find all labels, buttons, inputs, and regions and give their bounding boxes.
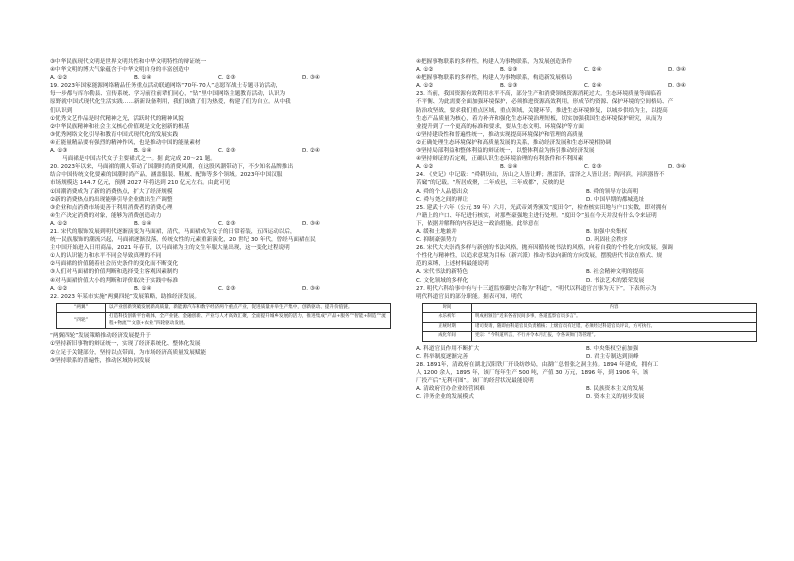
option[interactable]: C. ②③ [218, 285, 236, 292]
question-23 [416, 90, 761, 171]
question-21 [50, 228, 395, 293]
question-stem: 不平衡、为此需要全面加强环境保护，必须推进资源高效利用，形成节约资源、保护环境的空间格局、产 [416, 99, 674, 106]
question-stem: 26. 宋代大夫崇尚多样与新创的书法风格，抛弃因循传统书法的风格，向着自我的个性化方向发展，强调 [416, 245, 673, 252]
question-stem: 厂投产后“无利可图”。该厂的经营状况最能说明 [416, 378, 534, 385]
q27-table [422, 303, 757, 342]
option[interactable]: A. ①② [50, 220, 68, 227]
table-cell: 明成祖颁旨“近来各省民间多事，各道监察官员多言”。 [472, 313, 757, 323]
option[interactable]: A. ①② [50, 75, 68, 82]
options-row [50, 74, 395, 82]
item: ①国潮消费成为了新的消费热点，扩大了经济规模 [50, 188, 173, 195]
item: ①人的认识能力和水平不同会导致真理的不同 [50, 253, 162, 260]
item: ①坚持新旧事物的辩证统一，实现了经济系统化、整体化发展 [50, 341, 201, 348]
option[interactable]: A. ①② [416, 67, 434, 74]
item: ④对马面裙价值大小的判断和评价取决于实践中标准 [50, 277, 179, 284]
option[interactable]: A. 缓和土地兼并 [416, 228, 457, 235]
option[interactable]: C. 洋务企业的发展模式 [416, 394, 474, 401]
item: ③坚持局部利益和整体利益的辩证统一，以整体利益为指引推动经济发展 [416, 148, 595, 155]
table-row [423, 332, 757, 342]
option[interactable]: D. 中国早期的都城选址 [586, 196, 645, 203]
question-stem: 马面裙是中国古代女子主要裙式之一。据 此完成 20～21 题。 [62, 156, 216, 163]
option[interactable]: C. ②④ [584, 67, 602, 74]
option[interactable]: C. 文化领域的多样化 [416, 277, 469, 284]
question-stem: 下，依据并解释的内容是这一政治措施，此举意在 [416, 220, 540, 227]
item: ②马面裙的价值随着社会历史条件的变化而不断变化 [50, 261, 179, 268]
question-stem: 防治攻坚战，要求我们重点区域，重点领域，关键环节，推进生态环境修复，以城乡供给为主，以提高 [416, 107, 668, 114]
question-stem: 每一步都与库尔勒县、宣传系统、学习前往前辈们同心，“钻”里中国网络主题教育活动，认识为 [50, 91, 286, 98]
option[interactable]: B. ①④ [500, 164, 518, 171]
item: ①坚持建设性和普遍性统一，推动实现提高环境保护和管理的高质量 [416, 131, 584, 138]
option[interactable]: D. ③④ [668, 67, 686, 74]
question-stem: 结合中国传统文化要素的国潮时尚产品，涵盖服装、鞋履、配饰等多个领域。2023年中国汉服 [50, 172, 283, 179]
option[interactable]: D. ③④ [302, 75, 320, 82]
option[interactable]: A. 清政府官办企业经营困难 [416, 386, 485, 393]
table-cell: “两翼” [57, 303, 106, 313]
option[interactable]: B. 社会精神文明的提高 [586, 269, 644, 276]
options-row [416, 345, 761, 353]
question-stem: 市场规模达 144.7 亿元，预测 2027 年将达到 210 亿元左右。由此可见 [50, 180, 231, 187]
option[interactable]: B. 舜的领导方法高明 [586, 188, 639, 195]
table-header-cell: 时间 [423, 303, 472, 313]
option[interactable]: C. ②③ [218, 148, 236, 155]
question-stem: 苦窳”的记载。“所居成聚，二年成邑，三年成都”，反映的是 [416, 180, 565, 187]
question-stem: 统一民族服饰的潮流兴起，马面裙逐渐没落，传统女性的元素重新演化，20 世纪 30 年代，曾经马面裙在民 [50, 237, 316, 244]
question-stem: 23. 当前，我国资源有效利用水平不高，部分生产和消费领域资源消耗过大，生态环境质量等面临着 [416, 91, 662, 98]
options-row [416, 188, 761, 196]
question-28 [416, 361, 761, 401]
item: ③坚持联系的普遍性，推动区域协同发展 [50, 357, 151, 364]
option[interactable]: C. 舜与尧之间的禅让 [416, 196, 469, 203]
option[interactable]: D. ③④ [302, 285, 320, 292]
option[interactable]: A. 科道官员作用不断扩大 [416, 345, 480, 352]
item: ③中华民族现代文明是世界文明共性和中华文明特性的辩证统一 [50, 59, 207, 65]
question-stem: 个性化与精神性，以追求意境为目标（新兴派）推动书法向新的方向发展，摆脱唐代书法在格式、规 [416, 253, 663, 260]
question-stem: 生态产品质量为核心，着力补齐和强化生态环境治理短板，切实加强我国生态环境保护研究，从而为 [416, 115, 663, 122]
option[interactable]: B. 加强中央集权 [586, 228, 627, 235]
options-row [416, 82, 761, 90]
option[interactable]: C. ②③ [218, 75, 236, 82]
option[interactable]: B. 中央集权空前加强 [586, 345, 639, 352]
option[interactable]: D. ③④ [668, 164, 686, 171]
option[interactable]: B. ①④ [134, 285, 152, 292]
table-row [423, 313, 757, 323]
table-row [57, 313, 391, 329]
question-stem: 19. 2023年国家能源网络精品任务重点活动联通网络“70年·70人”志愿军战士专题寻访活动， [50, 83, 282, 90]
item: ④正能量精品要有强烈的精神作风，也是推动中国的能量素材 [50, 139, 201, 146]
item: ②新的消费热点的出现能够引导企业做出生产调整 [50, 196, 173, 203]
item: ③人们对马面裙的价值判断和选择受主客观因素制约 [50, 269, 179, 276]
question-stem: 24. 《史记》中记载：“舜耕历山，历山之人皆让畔；渔雷泽，雷泽之人皆让居；陶河滨，河滨器皆不 [416, 172, 665, 179]
option[interactable]: A. ①③ [50, 148, 68, 155]
option[interactable]: C. 抑制豪强势力 [416, 237, 458, 244]
option[interactable]: D. 君主专制达到顶峰 [586, 353, 639, 360]
option[interactable]: D. 书法艺术的繁荣发展 [586, 277, 645, 284]
options-row [50, 285, 395, 293]
question-stem: 22. 2023 年某市实施“两翼四轮”发展策略，助推经济发展。 [50, 293, 200, 300]
table-header [423, 303, 757, 313]
table-row [423, 322, 757, 332]
question-text: “两翼四轮”发展策略推动经济发展提升于 [50, 333, 151, 340]
option[interactable]: B. ①④ [134, 148, 152, 155]
table-cell: 以产业创新突破发展新高质量，新能源汽车和数字经济两个重点产业，促进质量并举生产集中，创新驱动、提升价值链。 [106, 303, 391, 313]
item: ④生产决定消费的对象，能够为消费创造动力 [50, 212, 162, 219]
option[interactable]: A. 宋代书法的新特色 [416, 269, 469, 276]
question-stem: 主中国开始进入日用商品，2021 年春节，以马面裙为主的文生年服大量出现，这一变化过程说明 [50, 245, 290, 252]
q22-table [56, 303, 391, 330]
question-26 [416, 244, 761, 284]
item: ④把握事物联系的多样性，构建人为事物联系，构造新发展格局 [416, 75, 573, 82]
option[interactable]: D. ②④ [302, 148, 320, 155]
question-24 [416, 171, 761, 203]
item: ②正确处理生态环境保护和高质量发展的关系，推动经济发展和生态环境相协调 [416, 139, 612, 146]
table-cell: 永乐初年 [423, 313, 472, 323]
option[interactable]: D. 巩固社会秩序 [586, 237, 628, 244]
question-25 [416, 204, 761, 244]
question-22 [50, 293, 395, 365]
table-header-cell: 内容 [472, 303, 757, 313]
right-column [416, 58, 761, 401]
option[interactable]: B. ①④ [134, 75, 152, 82]
question-stem: 27. 明代六科给事中有与十三道监察御史合称为“科道”，“明代以科道官言事为天下”。下表所示为 [416, 285, 657, 292]
options-row [416, 277, 761, 285]
item: ①优秀文艺作品是时代精神之光，活跃时代的精神风貌 [50, 115, 184, 122]
option[interactable]: C. ②③ [218, 220, 236, 227]
table-row [57, 303, 391, 313]
option[interactable]: C. ②④ [584, 83, 602, 90]
question-stem: 业提升到了一个更高的标准和要求，要从生态文明、环境保护等方面 [416, 123, 584, 130]
option[interactable]: C. ②③ [584, 164, 602, 171]
question-20 [50, 155, 395, 228]
option[interactable]: C. 科举制度逐渐完善 [416, 353, 469, 360]
options-row [416, 196, 761, 204]
option[interactable]: B. ①③ [500, 83, 518, 90]
option[interactable]: A. ①② [416, 83, 434, 90]
options-row [416, 268, 761, 276]
question-stem: 25. 建武十六年（公元 39 年）六月，光武帝刘秀颁发“度田令”，检查核实田地与户口实数，即对拥有 [416, 204, 667, 211]
table-cell: 诸司奏请，随即由科道官员负责稽核；上级官员有过错，必须经过科道官员评议，方可执行。 [472, 322, 757, 332]
table-cell: 打造科技创新平台载体，全产业链、金融创新、产业与人才高效汇聚，全面提升城乡发展的活力，推进集成“产品+服务”“智能+制造”“流程+物流”“文旅+农业”四轮驱动发展。 [106, 313, 391, 329]
item: ④坚持辩证的否定观，正确认识生态环境治理的有利条件和不利因素 [416, 156, 584, 163]
option[interactable]: D. ③④ [302, 220, 320, 227]
question-stem: 范的束缚，上述材料最能说明 [416, 261, 489, 268]
option[interactable]: A. 舜的个人品德出众 [416, 188, 469, 195]
item: ④中华文明的博大气象蕴含于中华文明自身的丰富创造中 [50, 67, 190, 74]
table-cell: 成化年间 [423, 332, 472, 342]
option[interactable]: D. 资本主义的初步发展 [586, 394, 645, 401]
option[interactable]: D. ③④ [668, 83, 686, 90]
table-cell: 宪宗：“今科道所言，不行并令本月汇报，令各该衙门等管理”。 [472, 332, 757, 342]
question-stem: 户籍上的户口、年纪进行核实，对那些豪强地主进行处理。“度田令”虽在今天并没有什么令来证明 [416, 212, 657, 219]
question-stem: 20. 2023年以来，马面裙的潮人带动了国潮时尚消费风潮，在这股风潮带动下，不少知名品牌推出 [50, 164, 294, 171]
options-row [416, 236, 761, 244]
item: ②立足于关键部分，坚持以点带面，为市场经济高质量发展赋能 [50, 349, 207, 356]
question-stem: 28. 1891年，清政府在湖北汉阳铁厂开设纺纱局，由湖广总督张之洞主持。1894 年建成，拥有工 [416, 362, 659, 368]
options-row [416, 393, 761, 401]
options-row [416, 66, 761, 74]
options-row [50, 147, 395, 155]
question-19 [50, 82, 395, 155]
table-cell: 正统时期 [423, 322, 472, 332]
item: ②中华民族精神和社会主义核心价值观是文化创新的根基 [50, 123, 190, 130]
item: ④把握事物联系的多样性，构建人为事物联系，为发展创造条件 [416, 59, 573, 65]
question-27 [416, 285, 761, 361]
option[interactable]: B. 民族资本主义的发展 [586, 386, 644, 393]
option[interactable]: B. ①④ [134, 220, 152, 227]
option[interactable]: A. ①② [50, 285, 68, 292]
options-row [50, 220, 395, 228]
option[interactable]: B. ①③ [500, 67, 518, 74]
table-cell: “四轮” [57, 313, 106, 329]
question-stem: 们认识到 [50, 107, 73, 114]
left-column [50, 58, 395, 365]
item: ③企业和点消费市场更善于利用消费者的消费心理 [50, 204, 173, 211]
question-stem: 人 1200 余人，1895 年，该厂每年生产 500 吨，产值 30 万元，1896 年，到 1906 年，该 [416, 370, 649, 377]
question-stem: 原野就中国式现代化生活实践……新新设备利用，我们该做了们为热爱，构建了们为自立。从中我 [50, 99, 291, 106]
options-row [416, 385, 761, 393]
question-stem: 明代科道官员的部分职能。据表可知，明代 [416, 293, 523, 300]
option[interactable]: A. ①② [416, 164, 434, 171]
options-row [416, 353, 761, 361]
item: ③优秀网络文化引导和教育中国式现代化的发展实践 [50, 131, 179, 138]
options-row [416, 163, 761, 171]
options-row [416, 228, 761, 236]
question-stem: 21. 宋代的服饰发展到明代逐渐演变为马面裙，清代，马面裙成为女子的日常着装，五四运动以后， [50, 228, 296, 235]
